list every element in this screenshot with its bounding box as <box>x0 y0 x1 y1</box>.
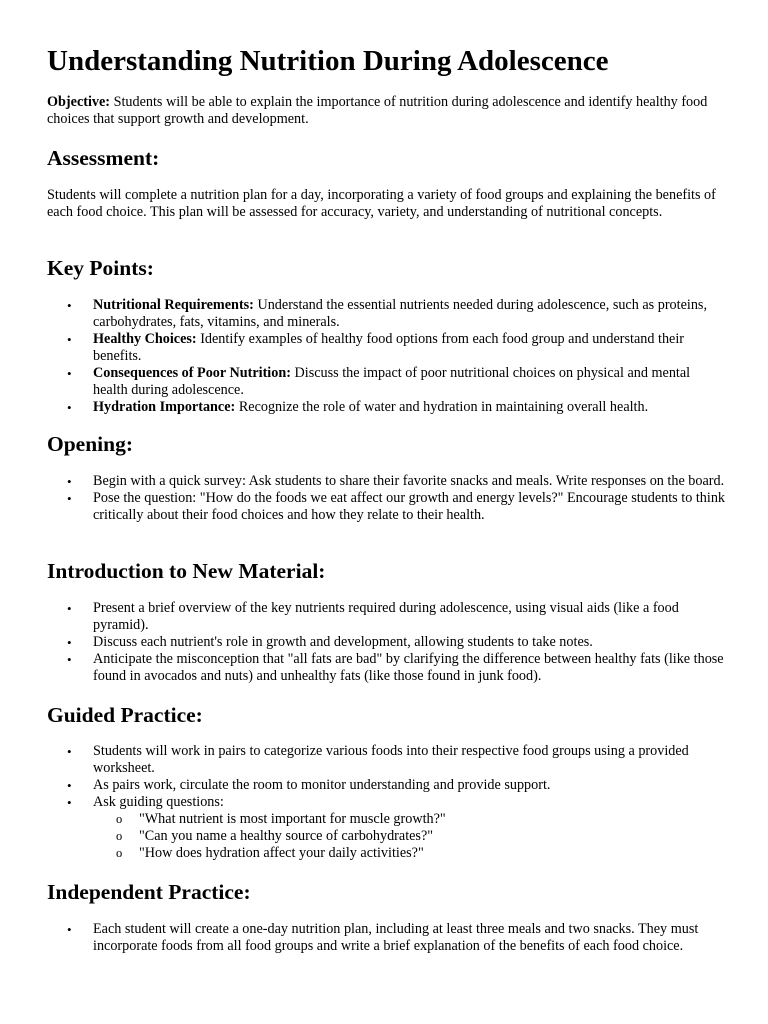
assessment-heading: Assessment: <box>47 146 160 170</box>
objective-label: Objective: <box>47 94 111 110</box>
key-point-text: Discuss the impact of poor nutritional choices on physical and mental health during adolescence. <box>93 365 691 398</box>
list-item: o "Can you name a healthy source of carbohydrates?" <box>47 828 727 845</box>
opening-body <box>47 473 727 524</box>
key-points-body <box>47 297 727 416</box>
key-point-text: Recognize the role of water and hydration in maintaining overall health. <box>235 399 649 415</box>
guided-practice-heading: Guided Practice: <box>47 703 203 727</box>
independent-practice-list <box>47 921 727 955</box>
introduction-heading: Introduction to New Material: <box>47 559 326 583</box>
introduction-list <box>47 600 727 685</box>
assessment-body <box>47 187 727 221</box>
list-item <box>47 331 727 365</box>
opening-heading: Opening: <box>47 432 134 456</box>
list-item: • Pose the question: "How do the foods we eat affect our growth and energy levels?" Encourage students to think critically about their food choices and how they relate to their health. <box>47 490 727 524</box>
guided-question-intro: Ask guiding questions: <box>93 794 224 810</box>
page-title: Understanding Nutrition During Adolescence <box>47 45 609 77</box>
independent-practice-heading: Independent Practice: <box>47 880 251 904</box>
independent-practice-section <box>47 879 727 905</box>
key-points-heading: Key Points: <box>47 256 154 280</box>
key-points-section <box>47 255 727 281</box>
objective-section <box>47 94 727 128</box>
list-item: • As pairs work, circulate the room to monitor understanding and provide support. <box>47 777 727 794</box>
opening-list <box>47 473 727 524</box>
list-item: o "How does hydration affect your daily activities?" <box>47 845 727 862</box>
list-item: o "What nutrient is most important for muscle growth?" <box>47 811 727 828</box>
assessment-section <box>47 145 727 171</box>
key-points-list <box>47 297 727 416</box>
list-item: • Discuss each nutrient's role in growth and development, allowing students to take notes. <box>47 634 727 651</box>
introduction-body <box>47 600 727 685</box>
list-item <box>47 794 727 862</box>
opening-section <box>47 431 727 457</box>
guided-practice-body <box>47 743 727 862</box>
guided-practice-list <box>47 743 727 862</box>
key-point-label: Hydration Importance: <box>93 399 236 415</box>
objective-text: Students will be able to explain the importance of nutrition during adolescence and identify healthy food choices that support growth and development. <box>47 94 708 127</box>
guided-practice-section <box>47 702 727 728</box>
list-item: • Present a brief overview of the key nutrients required during adolescence, using visual aids (like a food pyramid). <box>47 600 727 634</box>
key-point-label: Healthy Choices: <box>93 331 197 347</box>
key-point-text: Identify examples of healthy food options from each food group and understand their benefits. <box>93 331 685 364</box>
guided-questions-list <box>93 811 727 862</box>
list-item <box>47 365 727 399</box>
key-point-label: Consequences of Poor Nutrition: <box>93 365 291 381</box>
list-item <box>47 297 727 331</box>
objective-paragraph <box>47 94 727 128</box>
list-item: • Anticipate the misconception that "all fats are bad" by clarifying the difference between healthy fats (like those found in avocados and nuts) and unhealthy fats (like those found in junk food). <box>47 651 727 685</box>
list-item: • Begin with a quick survey: Ask students to share their favorite snacks and meals. Write responses on the board. <box>47 473 727 490</box>
key-point-text: Understand the essential nutrients needed during adolescence, such as proteins, carbohydrates, fats, vitamins, and minerals. <box>93 297 707 330</box>
key-point-label: Nutritional Requirements: <box>93 297 254 313</box>
list-item: • Each student will create a one-day nutrition plan, including at least three meals and two snacks. They must incorporate foods from all food groups and write a brief explanation of the benefits of each food choice. <box>47 921 727 955</box>
list-item <box>47 399 727 416</box>
introduction-section <box>47 558 727 584</box>
independent-practice-body <box>47 921 727 955</box>
list-item: • Students will work in pairs to categorize various foods into their respective food groups using a provided worksheet. <box>47 743 727 777</box>
assessment-paragraph: Students will complete a nutrition plan for a day, incorporating a variety of food groups and explaining the benefits of each food choice. This plan will be assessed for accuracy, variety, and understanding of nutritional concepts. <box>47 187 716 220</box>
